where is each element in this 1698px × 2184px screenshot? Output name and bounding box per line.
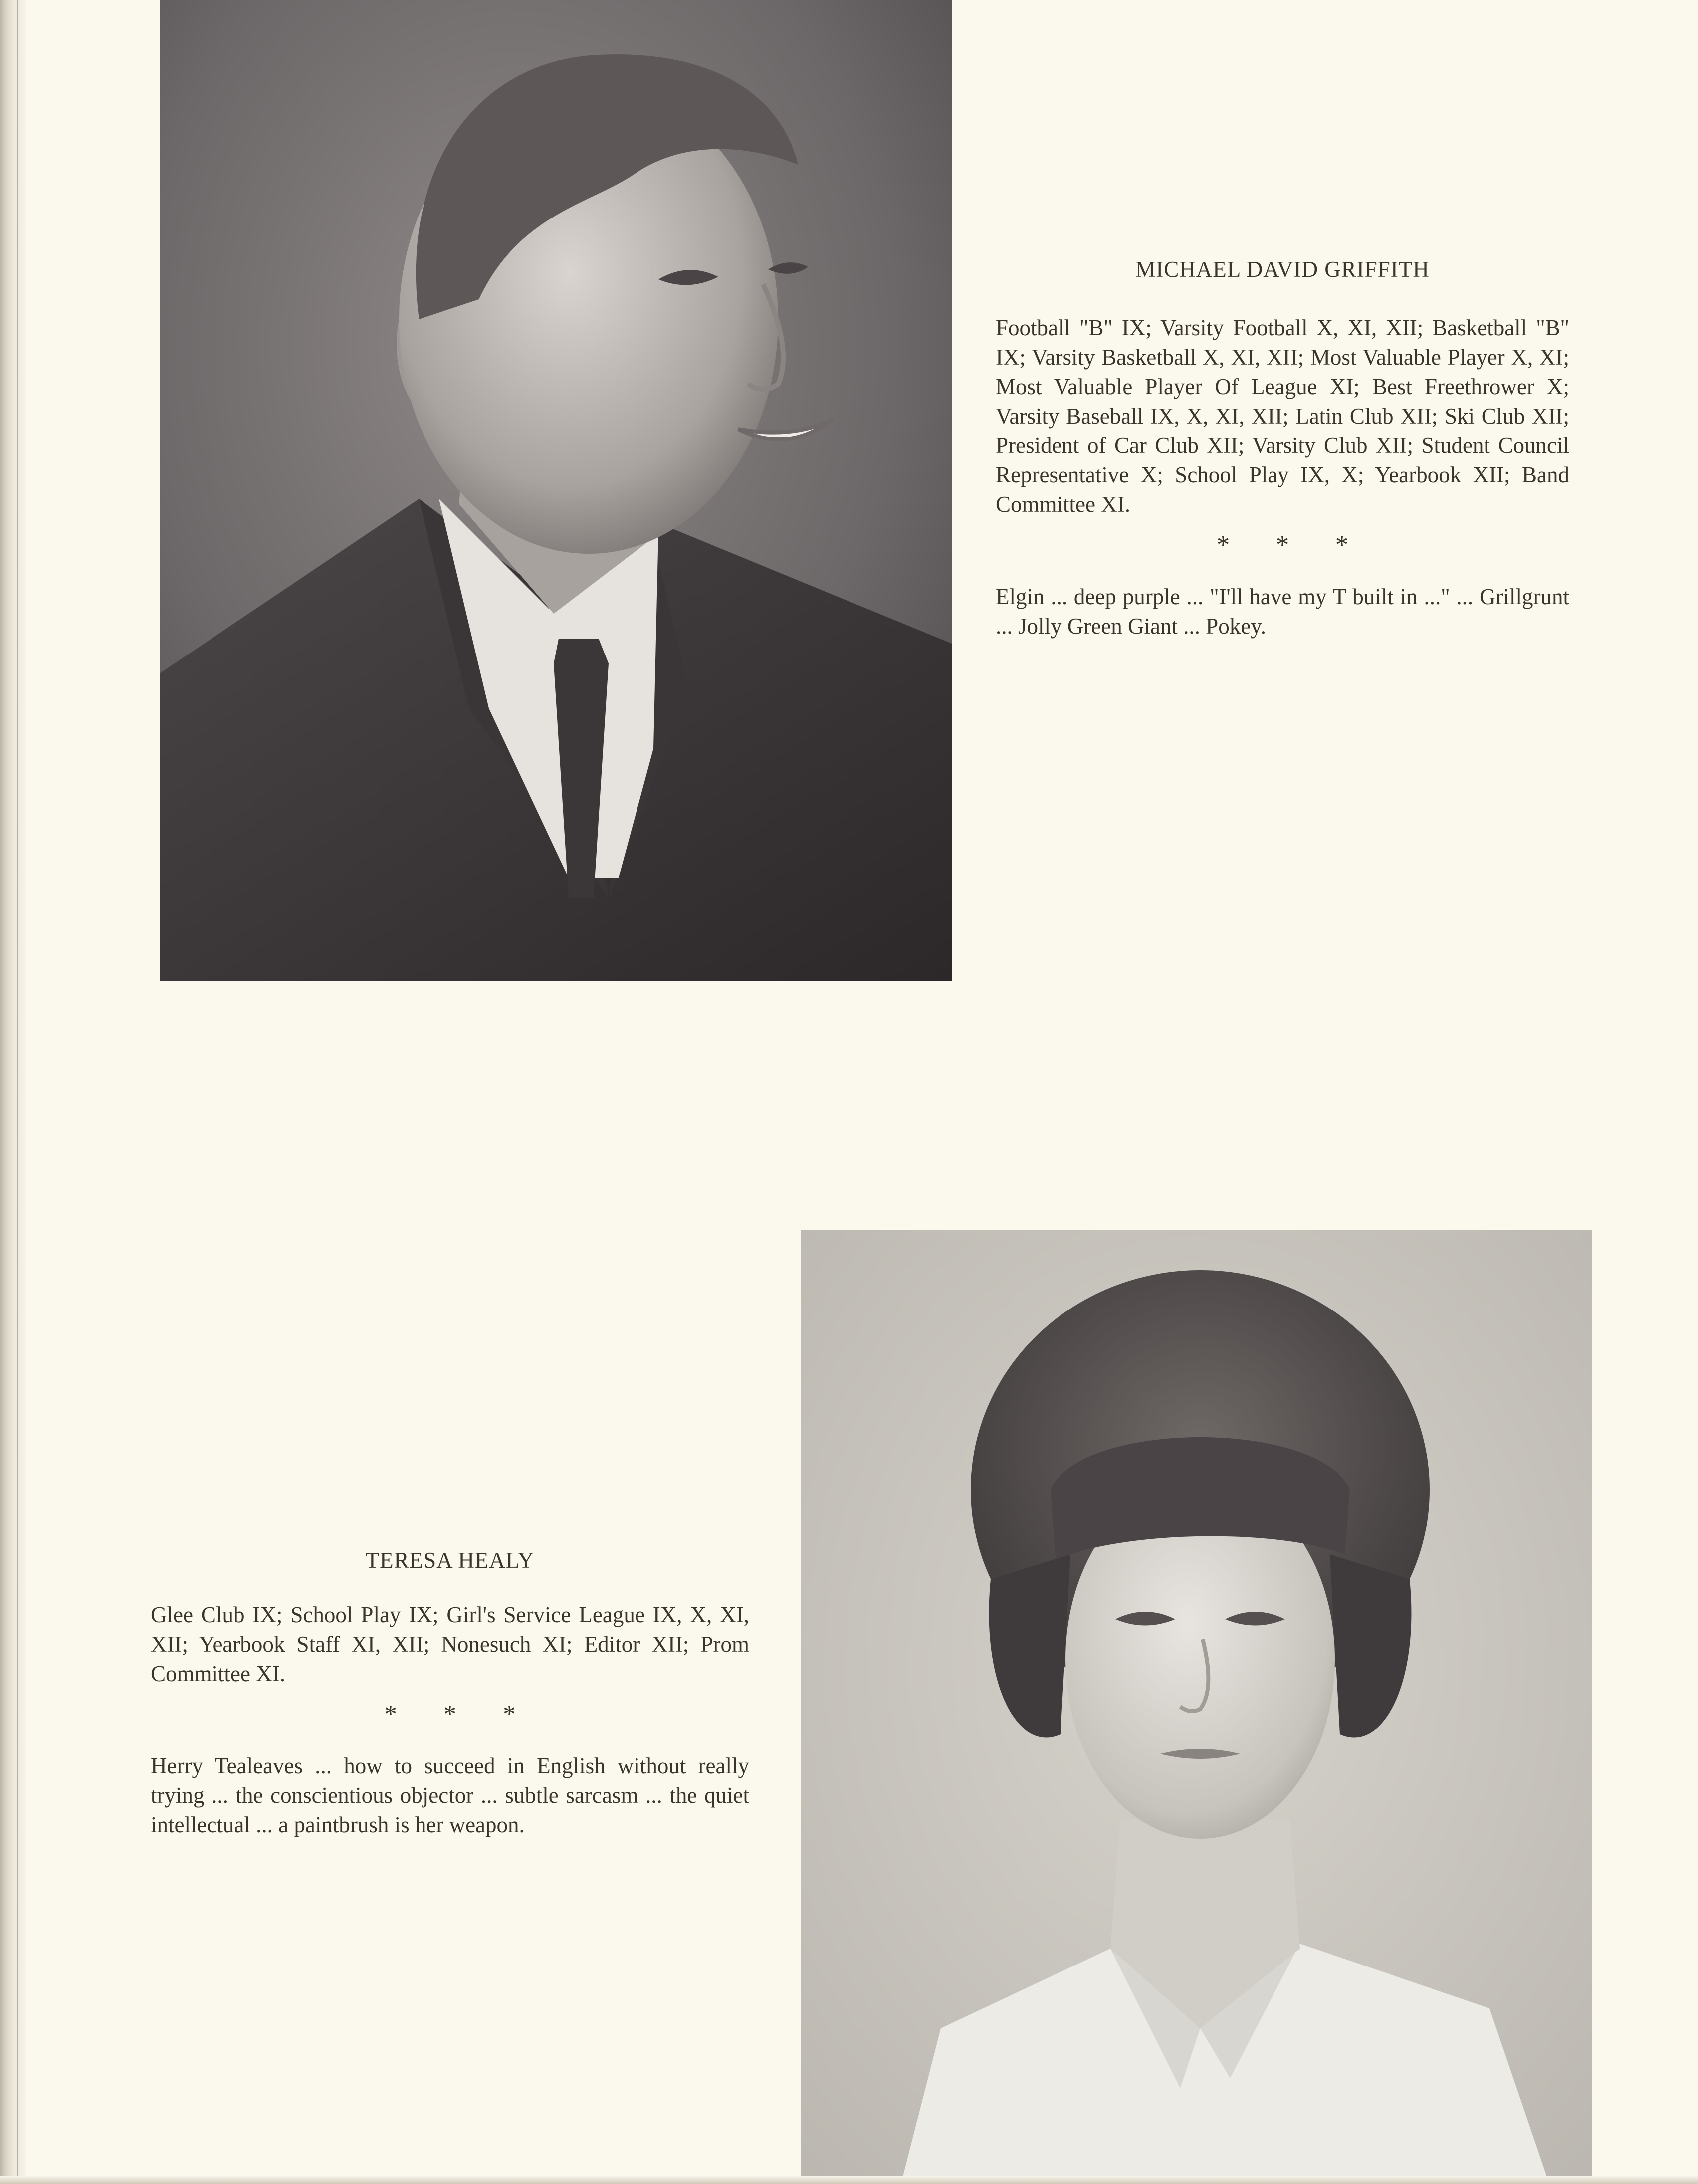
- student-activities: Glee Club IX; School Play IX; Girl's Service League IX, X, XI, XII; Yearbook Staff XI, XII; Nonesuch XI; Editor XII; Prom Committee XI.: [151, 1602, 749, 1686]
- student-quote: Elgin ... deep purple ... "I'll have my T built in ..." ... Grillgrunt ... Jolly Green Giant ... Pokey.: [996, 584, 1569, 639]
- separator-asterisks: [151, 1700, 749, 1735]
- portrait-boy-image: [160, 0, 952, 981]
- student-name: MICHAEL DAVID GRIFFITH: [1135, 257, 1430, 282]
- separator-asterisks: [996, 530, 1569, 565]
- student-entry-healy: [151, 1545, 749, 1840]
- student-activities: Football "B" IX; Varsity Football X, XI, XII; Basketball "B" IX; Varsity Basketball X, XI, XII; Most Valuable Player X, XI; Most Valuable Player Of League XI; Best Freethrower X; Varsity Baseball IX, X, XI, XII; Latin Club XII; Ski Club XII; President of Car Club XII; Varsity Club XII; Student Council Representative X; School Play IX, X; Yearbook XII; Band Committee XI.: [996, 315, 1569, 517]
- portrait-photo-healy: [801, 1230, 1592, 2184]
- portrait-photo-griffith: [160, 0, 952, 981]
- student-entry-griffith: [996, 254, 1569, 641]
- portrait-girl-image: [801, 1230, 1592, 2184]
- separator-text: * * *: [1217, 531, 1348, 559]
- student-quote: Herry Tealeaves ... how to succeed in English without really trying ... the conscientious objector ... subtle sarcasm ... the quiet intellectual ... a paintbrush is her weapon.: [151, 1753, 749, 1837]
- student-name: TERESA HEALY: [365, 1548, 535, 1573]
- page-bottom-edge: [0, 2176, 1698, 2184]
- page-binding-edge: [0, 0, 26, 2184]
- separator-text: * * *: [384, 1700, 516, 1729]
